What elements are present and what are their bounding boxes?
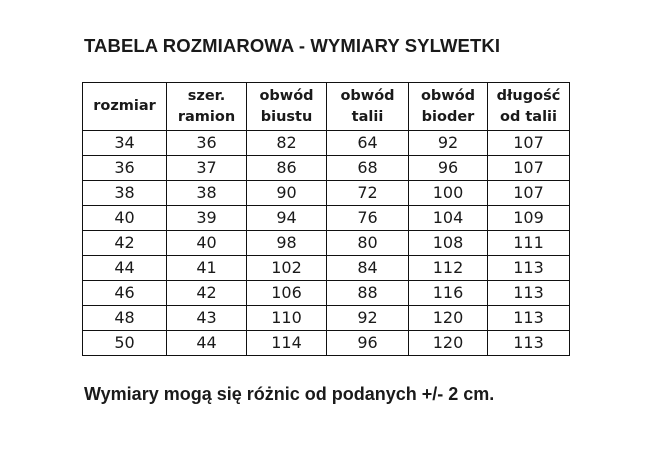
cell-hips: 100 — [409, 181, 488, 206]
header-hips: obwód bioder — [409, 83, 488, 131]
table-header-row — [83, 83, 570, 131]
cell-length: 113 — [488, 281, 570, 306]
header-shoulder-width: szer. ramion — [167, 83, 247, 131]
header-waist: obwód talii — [327, 83, 409, 131]
cell-length: 111 — [488, 231, 570, 256]
table-row — [83, 256, 570, 281]
cell-bust: 82 — [247, 131, 327, 156]
cell-waist: 72 — [327, 181, 409, 206]
header-bust: obwód biustu — [247, 83, 327, 131]
cell-hips: 120 — [409, 306, 488, 331]
cell-size: 34 — [83, 131, 167, 156]
header-size: rozmiar — [83, 83, 167, 131]
table-row — [83, 156, 570, 181]
cell-waist: 96 — [327, 331, 409, 356]
cell-size: 36 — [83, 156, 167, 181]
cell-size: 42 — [83, 231, 167, 256]
cell-shoulder-width: 36 — [167, 131, 247, 156]
cell-hips: 116 — [409, 281, 488, 306]
cell-size: 38 — [83, 181, 167, 206]
cell-shoulder-width: 39 — [167, 206, 247, 231]
page-title: TABELA ROZMIAROWA - WYMIARY SYLWETKI — [84, 35, 501, 56]
cell-bust: 102 — [247, 256, 327, 281]
cell-size: 50 — [83, 331, 167, 356]
cell-size: 46 — [83, 281, 167, 306]
table-row — [83, 231, 570, 256]
tolerance-note: Wymiary mogą się różnic od podanych +/- 2 cm. — [84, 384, 495, 404]
table-row — [83, 181, 570, 206]
cell-waist: 64 — [327, 131, 409, 156]
size-table — [82, 82, 570, 356]
cell-length: 107 — [488, 181, 570, 206]
table-row — [83, 306, 570, 331]
table-row — [83, 331, 570, 356]
cell-hips: 96 — [409, 156, 488, 181]
table-body — [83, 131, 570, 356]
table-row — [83, 281, 570, 306]
cell-waist: 68 — [327, 156, 409, 181]
cell-waist: 80 — [327, 231, 409, 256]
cell-hips: 92 — [409, 131, 488, 156]
cell-hips: 108 — [409, 231, 488, 256]
cell-shoulder-width: 38 — [167, 181, 247, 206]
header-length: długość od talii — [488, 83, 570, 131]
cell-size: 48 — [83, 306, 167, 331]
cell-hips: 112 — [409, 256, 488, 281]
cell-length: 107 — [488, 156, 570, 181]
cell-bust: 90 — [247, 181, 327, 206]
cell-length: 107 — [488, 131, 570, 156]
cell-bust: 94 — [247, 206, 327, 231]
cell-shoulder-width: 40 — [167, 231, 247, 256]
cell-length: 109 — [488, 206, 570, 231]
cell-bust: 106 — [247, 281, 327, 306]
cell-shoulder-width: 41 — [167, 256, 247, 281]
cell-shoulder-width: 37 — [167, 156, 247, 181]
cell-bust: 110 — [247, 306, 327, 331]
cell-waist: 84 — [327, 256, 409, 281]
table-row — [83, 131, 570, 156]
cell-waist: 92 — [327, 306, 409, 331]
cell-waist: 76 — [327, 206, 409, 231]
cell-hips: 120 — [409, 331, 488, 356]
cell-bust: 114 — [247, 331, 327, 356]
cell-size: 44 — [83, 256, 167, 281]
table-row — [83, 206, 570, 231]
cell-hips: 104 — [409, 206, 488, 231]
cell-length: 113 — [488, 256, 570, 281]
cell-bust: 86 — [247, 156, 327, 181]
cell-length: 113 — [488, 306, 570, 331]
cell-shoulder-width: 42 — [167, 281, 247, 306]
cell-waist: 88 — [327, 281, 409, 306]
cell-length: 113 — [488, 331, 570, 356]
cell-shoulder-width: 43 — [167, 306, 247, 331]
cell-size: 40 — [83, 206, 167, 231]
cell-shoulder-width: 44 — [167, 331, 247, 356]
cell-bust: 98 — [247, 231, 327, 256]
